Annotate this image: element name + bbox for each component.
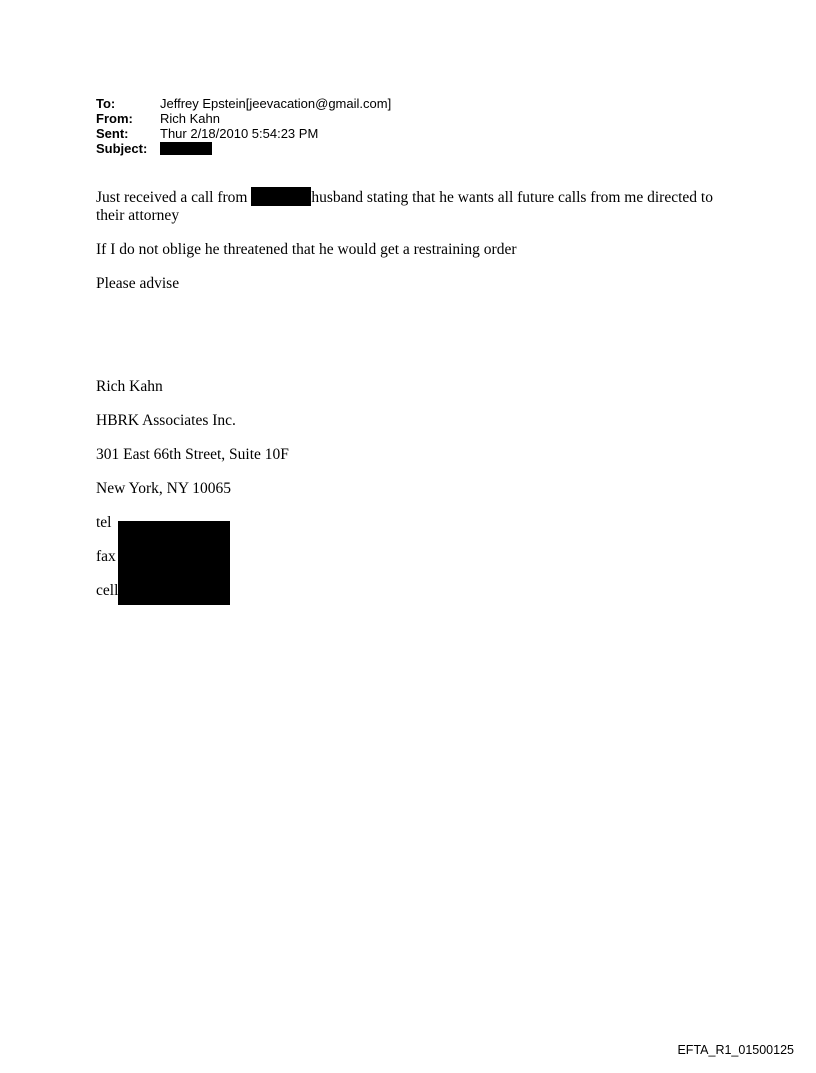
email-body (96, 187, 736, 309)
signature-address-1: 301 East 66th Street, Suite 10F (96, 446, 289, 463)
to-label: To: (96, 96, 116, 111)
from-row (96, 111, 391, 126)
sent-label: Sent: (96, 126, 129, 141)
body-p1-before: Just received a call from (96, 189, 252, 206)
signature-fax-label: fax (96, 548, 116, 565)
subject-row (96, 141, 391, 156)
signature-cell-label: cell (96, 582, 119, 599)
document-id: EFTA_R1_01500125 (677, 1043, 794, 1057)
signature-company: HBRK Associates Inc. (96, 412, 236, 429)
contact-numbers-redaction (118, 521, 230, 605)
sent-value: Thur 2/18/2010 5:54:23 PM (160, 126, 319, 141)
subject-redaction (160, 142, 212, 155)
body-paragraph-1 (96, 187, 736, 225)
subject-label: Subject: (96, 141, 148, 156)
body-p1-after: husband stating that he wants all future calls from me directed to their attorney (96, 189, 713, 224)
to-row (96, 96, 391, 111)
body-paragraph-2: If I do not oblige he threatened that he would get a restraining order (96, 241, 517, 258)
sent-row (96, 126, 391, 141)
to-value: Jeffrey Epstein[jeevacation@gmail.com] (160, 96, 392, 111)
body-paragraph-3: Please advise (96, 275, 180, 292)
email-header (96, 96, 391, 156)
from-value: Rich Kahn (160, 111, 220, 126)
signature-name: Rich Kahn (96, 378, 163, 395)
signature-address-2: New York, NY 10065 (96, 480, 232, 497)
signature-tel-label: tel (96, 514, 112, 531)
from-label: From: (96, 111, 133, 126)
name-redaction (251, 187, 311, 206)
